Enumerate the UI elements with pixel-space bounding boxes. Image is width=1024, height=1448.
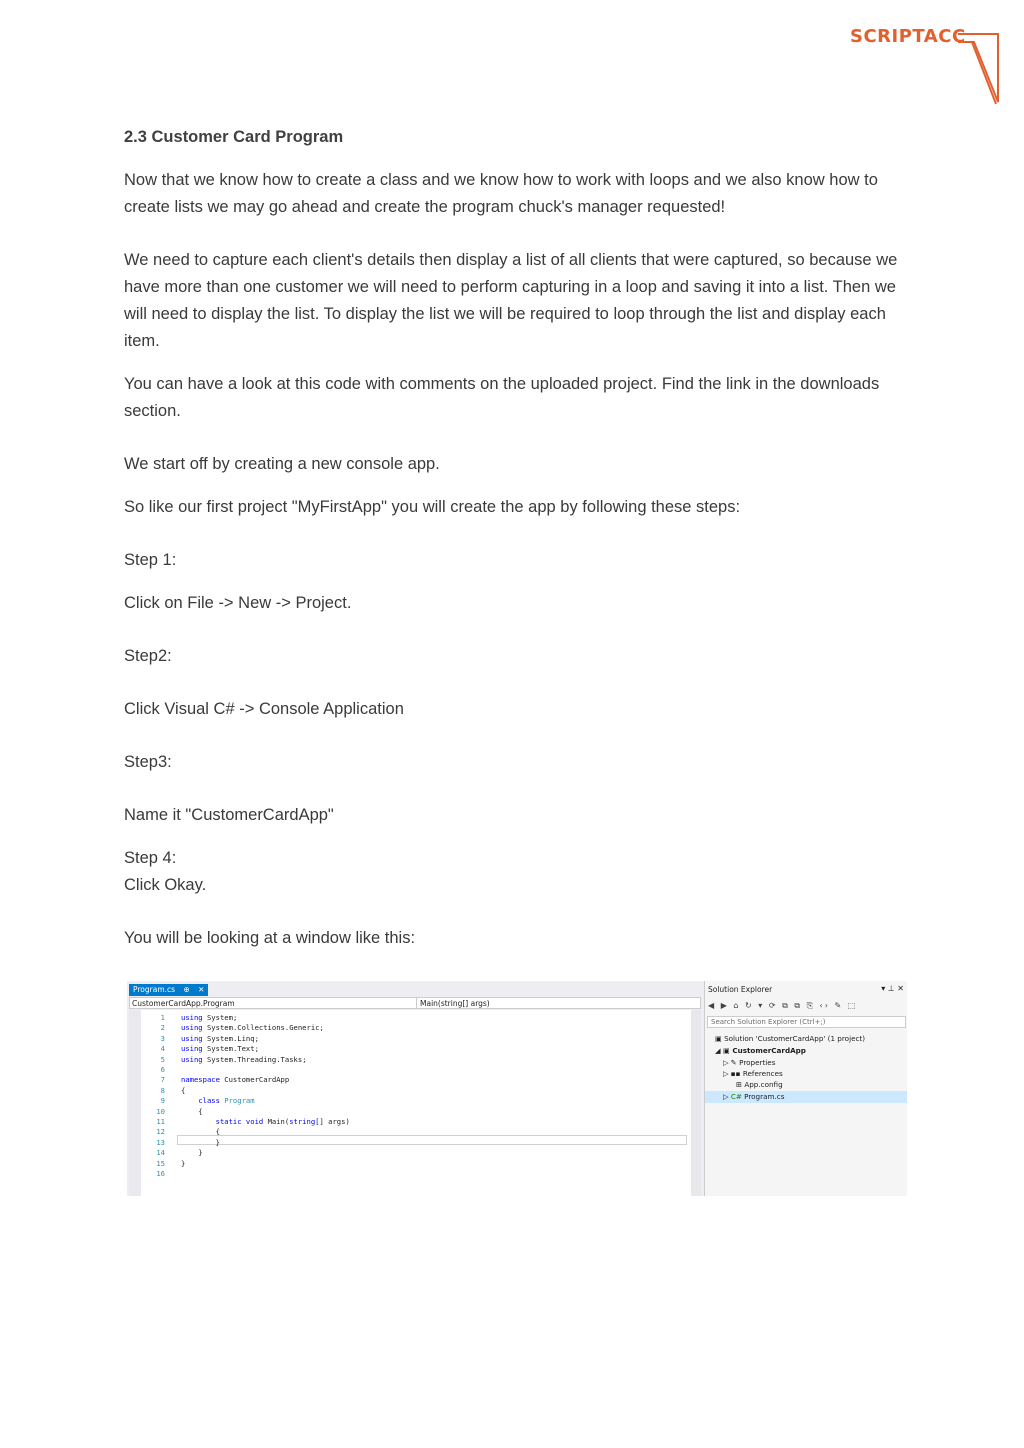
line-number: 8 <box>160 1085 165 1095</box>
line-number: 15 <box>156 1158 165 1168</box>
line-number: 4 <box>160 1044 165 1054</box>
code-text: using System; <box>181 1013 238 1022</box>
navigation-bar <box>129 997 701 1009</box>
step2-label: Step2: <box>124 647 172 665</box>
solution-explorer-toolbar[interactable]: ◀ ▶ ⌂ ↻ ▾ ⟳ ⧉ ⧉ ⎘ ‹› ✎ ⬚ <box>708 1001 858 1010</box>
step3-text: Name it "CustomerCardApp" <box>124 806 334 824</box>
line-number: 3 <box>160 1033 165 1043</box>
code-line <box>147 1075 289 1085</box>
tab-program-cs[interactable] <box>129 984 208 996</box>
line-number: 12 <box>156 1127 165 1137</box>
code-line <box>147 1138 220 1148</box>
paragraph-start: We start off by creating a new console app. <box>124 455 440 473</box>
code-text: } <box>181 1158 186 1168</box>
code-text: using System.Text; <box>181 1044 259 1054</box>
paragraph-intro: Now that we know how to create a class and we know how to work with loops and we also know how to create lists we may go ahead and create the program chuck's manager requested! <box>124 171 878 216</box>
line-number: 1 <box>160 1013 165 1022</box>
line-number: 5 <box>160 1054 165 1064</box>
line-number: 16 <box>156 1169 165 1178</box>
section-heading: 2.3 Customer Card Program <box>124 128 344 146</box>
code-line <box>147 1169 181 1179</box>
line-number: 9 <box>160 1096 165 1106</box>
code-text: } <box>181 1137 220 1147</box>
code-line <box>147 1055 307 1065</box>
panel-controls-icon[interactable]: ▾ ⊥ ✕ <box>881 984 904 993</box>
step3-label: Step3: <box>124 753 172 771</box>
line-number: 13 <box>156 1137 165 1147</box>
code-line <box>147 1159 185 1169</box>
current-line-highlight <box>177 1135 687 1145</box>
step2-text: Click Visual C# -> Console Application <box>124 700 404 718</box>
code-line <box>147 1013 237 1023</box>
code-line <box>147 1023 324 1033</box>
program-cs-node[interactable]: ▷ C# Program.cs <box>723 1092 785 1101</box>
solution-node[interactable]: ▣ Solution 'CustomerCardApp' (1 project) <box>715 1034 866 1043</box>
code-text: using System.Collections.Generic; <box>181 1023 324 1033</box>
line-number: 7 <box>160 1075 165 1085</box>
code-text: { <box>181 1106 203 1116</box>
document-body <box>124 124 914 952</box>
paragraph-look: You can have a look at this code with comments on the uploaded project. Find the link in the downloads section. <box>124 375 880 420</box>
step4-label: Step 4: <box>124 849 177 867</box>
app-config-node[interactable]: ⊞ App.config <box>736 1080 783 1089</box>
solution-explorer-title: Solution Explorer <box>708 985 773 994</box>
class-dropdown[interactable]: CustomerCardApp.Program <box>132 999 235 1008</box>
close-icon[interactable]: ✕ <box>198 985 205 994</box>
code-text: static void Main(string[] args) <box>215 1117 350 1126</box>
code-line <box>147 1127 220 1137</box>
paragraph-capture: We need to capture each client's details then display a list of all clients that were captured, so because we have more than one customer we will need to perform capturing in a loop and saving it into a list. Then we will need to display the list. To display the list we will be required to loop through the list and display each item. <box>124 251 898 350</box>
code-line <box>147 1096 255 1106</box>
step1-label: Step 1: <box>124 551 177 569</box>
paragraph-steps: So like our first project "MyFirstApp" you will create the app by following these steps: <box>124 498 741 516</box>
code-text: { <box>181 1085 186 1095</box>
code-line <box>147 1117 350 1127</box>
ide-screenshot <box>127 981 907 1196</box>
code-text: using System.Threading.Tasks; <box>181 1054 307 1064</box>
code-text: { <box>181 1127 220 1137</box>
line-number: 2 <box>160 1023 165 1033</box>
editor-margin <box>129 1010 141 1196</box>
solution-search-input[interactable]: Search Solution Explorer (Ctrl+;) <box>707 1016 906 1028</box>
code-line <box>147 1044 259 1054</box>
solution-explorer <box>704 981 907 1196</box>
code-text: class Program <box>198 1096 255 1106</box>
code-text: using System.Linq; <box>181 1033 259 1043</box>
code-line <box>147 1034 259 1044</box>
code-text: } <box>181 1148 203 1158</box>
editor-tab-bar <box>127 981 702 996</box>
project-node[interactable]: ◢ ▣ CustomerCardApp <box>715 1046 806 1055</box>
scriptacc-logo <box>850 22 1002 108</box>
member-dropdown[interactable]: Main(string[] args) <box>416 998 490 1009</box>
line-number: 14 <box>156 1148 165 1158</box>
tab-label: Program.cs <box>133 985 176 994</box>
step4-text: Click Okay. <box>124 876 207 894</box>
code-line <box>147 1107 203 1117</box>
step1-text: Click on File -> New -> Project. <box>124 594 352 612</box>
code-line <box>147 1086 185 1096</box>
line-number: 6 <box>160 1065 165 1074</box>
logo-text: SCRIPTACC <box>850 26 966 47</box>
code-text: namespace CustomerCardApp <box>181 1075 290 1085</box>
paragraph-window: You will be looking at a window like this: <box>124 929 416 947</box>
line-number: 10 <box>156 1106 165 1116</box>
code-editor[interactable] <box>129 1010 691 1196</box>
line-number: 11 <box>156 1117 165 1126</box>
pin-icon[interactable]: ⊕ <box>183 985 190 994</box>
code-line <box>147 1148 203 1158</box>
vertical-scrollbar[interactable] <box>691 1010 701 1196</box>
references-node[interactable]: ▷ ▪▪ References <box>723 1069 783 1078</box>
code-line <box>147 1065 181 1075</box>
properties-node[interactable]: ▷ ✎ Properties <box>723 1058 776 1067</box>
